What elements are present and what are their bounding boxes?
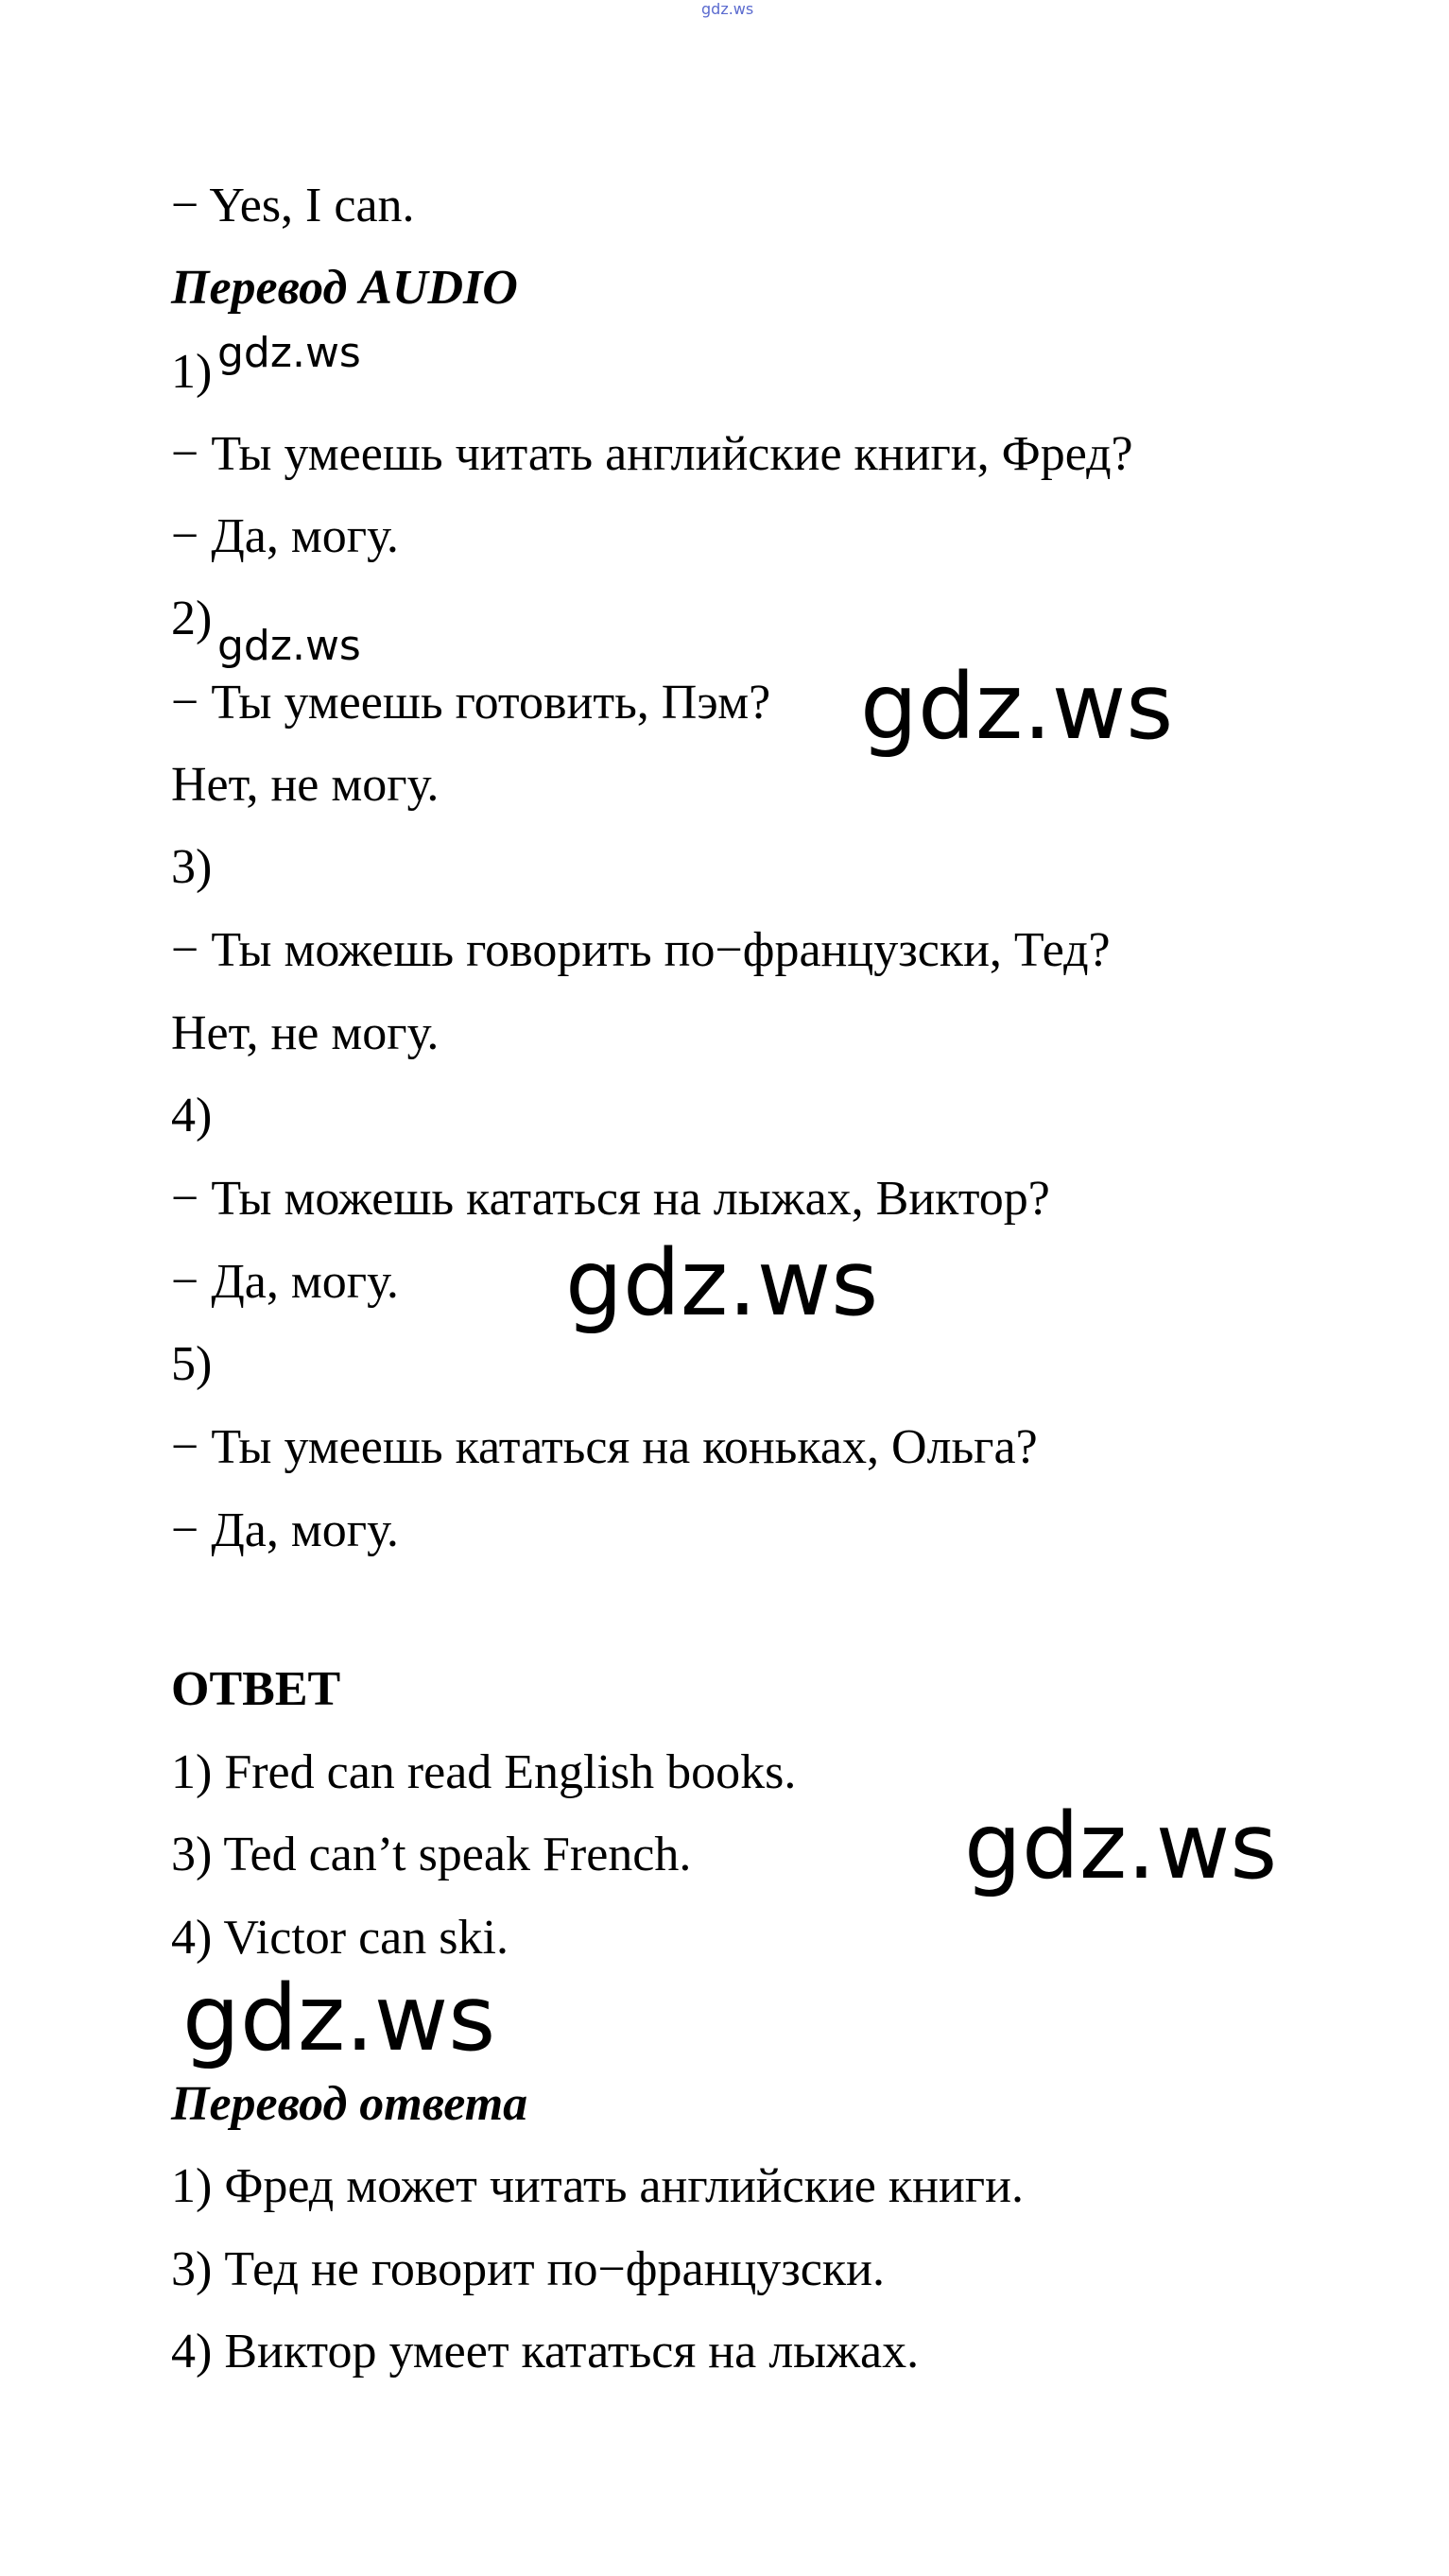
answer-translation-line: 3) Тед не говорит по−французски. <box>171 2242 885 2296</box>
watermark: gdz.ws <box>860 654 1174 760</box>
item-number: 2) <box>171 592 213 645</box>
dialogue-line: − Ты умеешь готовить, Пэм? <box>171 676 771 730</box>
item-number: 4) <box>171 1089 213 1142</box>
watermark: gdz.ws <box>964 1794 1278 1899</box>
dialogue-line: − Да, могу. <box>171 509 399 563</box>
section-heading-audio: Перевод AUDIO <box>171 261 518 315</box>
section-heading-answer: ОТВЕТ <box>171 1662 341 1716</box>
answer-line: 3) Ted can’t speak French. <box>171 1828 692 1881</box>
item-number: 1) <box>171 345 213 399</box>
answer-line: 1) Fred can read English books. <box>171 1745 797 1799</box>
answer-line: 4) Victor can ski. <box>171 1911 509 1965</box>
dialogue-line: − Yes, I can. <box>171 179 415 232</box>
watermark: gdz.ws <box>565 1230 879 1336</box>
dialogue-line: Нет, не могу. <box>171 758 440 812</box>
answer-translation-line: 4) Виктор умеет кататься на лыжах. <box>171 2325 920 2379</box>
header-watermark: gdz.ws <box>701 0 754 18</box>
dialogue-line: − Ты можешь кататься на лыжах, Виктор? <box>171 1172 1050 1226</box>
watermark: gdz.ws <box>217 622 361 670</box>
item-number: 5) <box>171 1337 213 1391</box>
dialogue-line: − Ты умеешь кататься на коньках, Ольга? <box>171 1420 1038 1474</box>
dialogue-line: − Ты умеешь читать английские книги, Фред? <box>171 427 1133 481</box>
dialogue-line: − Да, могу. <box>171 1255 399 1309</box>
section-heading-answer-translation: Перевод ответа <box>171 2077 528 2131</box>
answer-translation-line: 1) Фред может читать английские книги. <box>171 2159 1024 2213</box>
item-number: 3) <box>171 840 213 894</box>
dialogue-line: − Да, могу. <box>171 1503 399 1557</box>
watermark: gdz.ws <box>217 329 361 377</box>
dialogue-line: − Ты можешь говорить по−французски, Тед? <box>171 923 1111 977</box>
dialogue-line: Нет, не могу. <box>171 1006 440 1060</box>
watermark: gdz.ws <box>182 1966 496 2071</box>
